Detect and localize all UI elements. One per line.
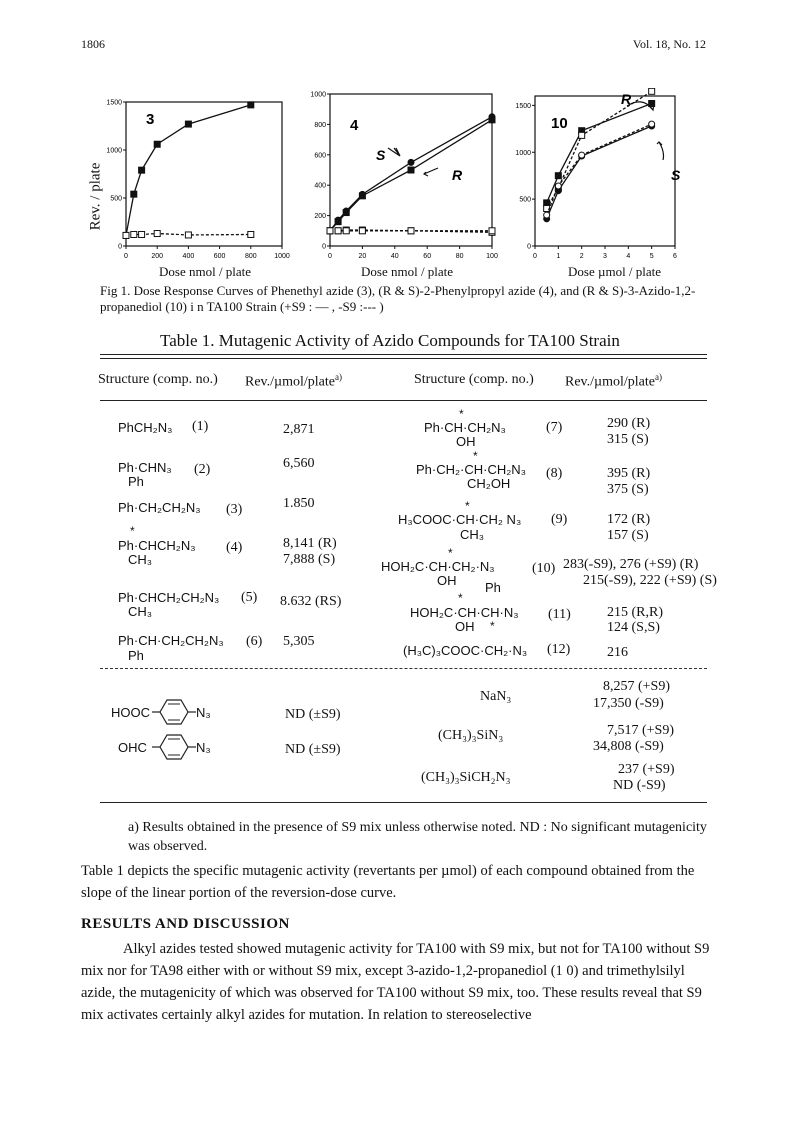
- left-formula-2: Ph·CHN₃: [118, 460, 172, 475]
- x-tick-label: 600: [213, 253, 226, 260]
- chart-panel-10: [503, 88, 703, 268]
- chart-panel-3: [106, 88, 302, 268]
- left-rev-4b: 7,888 (S): [283, 552, 336, 567]
- panel-label: 4: [350, 117, 359, 134]
- data-point: [555, 173, 561, 179]
- right-sub-7: OH: [456, 434, 476, 449]
- inorganic-rev-1: 8,257 (+S9): [603, 679, 671, 694]
- inorganic-rev-2b: 34,808 (-S9): [593, 739, 664, 754]
- y-tick-label: 800: [314, 121, 326, 129]
- right-formula-10: HOH₂C·CH·CH₂·N₃: [381, 559, 495, 574]
- y-tick-label: 1000: [310, 91, 326, 99]
- x-axis-label-panel-10: Dose µmol / plate: [568, 264, 662, 279]
- chart-panel-4: [302, 88, 502, 268]
- aryl-suffix-1: N₃: [196, 705, 211, 720]
- right-rev-11: 215 (R,R): [607, 605, 663, 620]
- x-tick-label: 0: [533, 253, 537, 260]
- table-rule-top-1: [100, 354, 707, 355]
- table-rule-bottom: [100, 802, 707, 803]
- left-no-4: (4): [226, 540, 243, 555]
- table-title: Table 1. Mutagenic Activity of Azido Compounds for TA100 Strain: [160, 331, 620, 350]
- header-left-structure: Structure (comp. no.): [98, 372, 218, 387]
- data-point: [408, 159, 414, 165]
- benzene-ring-icon: [152, 697, 196, 727]
- y-tick-label: 0: [322, 243, 326, 251]
- x-tick-label: 6: [673, 253, 677, 260]
- x-tick-label: 20: [358, 253, 367, 260]
- y-tick-label: 1500: [515, 102, 531, 110]
- left-chiral-star-4: *: [130, 524, 135, 538]
- right-sub-8: CH₂OH: [467, 476, 511, 491]
- series-line: [547, 124, 652, 215]
- right-chiral-star-11a: *: [458, 591, 463, 605]
- right-rev-10b: 215(-S9), 222 (+S9) (S): [583, 573, 717, 588]
- data-point: [131, 191, 137, 197]
- data-point: [154, 231, 160, 237]
- x-axis-label-panel-3: Dose nmol / plate: [159, 264, 252, 279]
- series-annotation: R: [452, 167, 463, 183]
- series-annotation: R: [621, 91, 632, 107]
- series-annotation: S: [671, 167, 681, 183]
- data-point: [489, 228, 495, 234]
- y-tick-label: 500: [519, 196, 531, 204]
- right-rev-10: 283(-S9), 276 (+S9) (R): [563, 557, 699, 572]
- x-tick-label: 60: [423, 253, 432, 260]
- left-no-3: (3): [226, 502, 243, 517]
- right-sub-11: OH: [455, 619, 475, 634]
- y-tick-label: 600: [314, 152, 326, 160]
- body-paragraph-2: Alkyl azides tested showed mutagenic activity for TA100 with S9 mix, but not for TA100 without S9 mix nor for TA98 either with or without S9 mix, except 3-azido-1,2-propanediol (1 0) and trimethylsilyl azide, the mutagenicity of which was observed for TA100 without S9 mix, too. These results reveal that S9 mix activates certainly alkyl azides for mutation. In relation to stereoselective: [81, 941, 710, 1023]
- right-no-7: (7): [546, 420, 563, 435]
- right-no-8: (8): [546, 466, 563, 481]
- y-axis-label-wrap: [84, 150, 108, 250]
- right-chiral-star-10: *: [448, 546, 453, 560]
- data-point: [408, 228, 414, 234]
- inorganic-formula-2: (CH₃)₃SiN₃: [438, 728, 504, 743]
- table-header-rule: [100, 400, 707, 401]
- right-sub-9: CH₃: [460, 527, 485, 542]
- inorganic-rev-3b: ND (-S9): [613, 778, 666, 793]
- x-tick-label: 100: [486, 253, 498, 260]
- left-rev-3: 1.850: [283, 496, 315, 511]
- data-point: [185, 232, 191, 238]
- right-rev-7: 290 (R): [607, 416, 651, 431]
- data-point: [649, 88, 655, 94]
- inorganic-rev-3: 237 (+S9): [618, 762, 675, 777]
- x-tick-label: 40: [390, 253, 399, 260]
- y-tick-label: 0: [118, 243, 122, 251]
- y-tick-label: 0: [527, 243, 531, 251]
- right-no-9: (9): [551, 512, 568, 527]
- data-point: [544, 212, 550, 218]
- right-rev-8b: 375 (S): [607, 482, 649, 497]
- x-tick-label: 0: [124, 253, 128, 260]
- table-footnote: a) Results obtained in the presence of S9 mix unless otherwise noted. ND : No significant mutagenicity was observed.: [128, 820, 707, 854]
- data-point: [123, 232, 129, 238]
- left-sub-5: CH₃: [128, 604, 153, 619]
- x-tick-label: 3: [603, 253, 607, 260]
- right-no-12: (12): [547, 642, 571, 657]
- volume-info: Vol. 18, No. 12: [632, 37, 706, 51]
- x-tick-label: 400: [182, 253, 195, 260]
- y-tick-label: 1000: [106, 147, 122, 155]
- header-left-rev: Rev./µmol/plate$^{a)}$: [245, 372, 342, 390]
- x-tick-label: 1: [556, 253, 561, 260]
- aryl-rev-1: ND (±S9): [285, 707, 341, 722]
- left-sub-6: Ph: [128, 648, 144, 663]
- left-formula-6: Ph·CH·CH₂CH₂N₃: [118, 633, 224, 648]
- y-tick-label: 400: [314, 182, 326, 190]
- panel-label: 3: [146, 111, 155, 128]
- data-point: [579, 152, 585, 158]
- left-formula-3: Ph·CH₂CH₂N₃: [118, 500, 201, 515]
- header-right-rev: Rev./µmol/plate$^{a)}$: [565, 372, 662, 390]
- left-no-2: (2): [194, 462, 211, 477]
- data-point: [139, 231, 145, 237]
- x-tick-label: 2: [579, 253, 584, 260]
- x-tick-label: 0: [328, 253, 332, 260]
- right-chiral-star-8: *: [473, 449, 478, 463]
- right-chiral-star-11b: *: [490, 619, 495, 633]
- data-point: [489, 117, 495, 123]
- right-rev-9: 172 (R): [607, 512, 651, 527]
- right-chiral-star-7: *: [459, 407, 464, 421]
- right-sub-10: OH: [437, 573, 457, 588]
- series-line: [547, 126, 652, 219]
- table-rule-top-2: [100, 358, 707, 359]
- benzene-ring-icon: [152, 732, 196, 762]
- data-point: [248, 102, 254, 108]
- data-point: [408, 167, 414, 173]
- right-rev-11b: 124 (S,S): [607, 620, 660, 635]
- left-formula-4: Ph·CHCH₂N₃: [118, 538, 196, 553]
- data-point: [359, 228, 365, 234]
- x-tick-label: 4: [626, 253, 631, 260]
- right-formula-7: Ph·CH·CH₂N₃: [424, 420, 506, 435]
- right-no-11: (11): [548, 607, 571, 622]
- right-formula-9: H₃COOC·CH·CH₂ N₃: [398, 512, 522, 527]
- left-rev-1: 2,871: [283, 422, 315, 437]
- right-no-10: (10): [532, 561, 556, 576]
- inorganic-rev-1b: 17,350 (-S9): [593, 696, 664, 711]
- left-rev-2: 6,560: [283, 456, 315, 471]
- data-point: [649, 121, 655, 127]
- left-rev-6: 5,305: [283, 634, 315, 649]
- inorganic-formula-3: (CH₃)₃SiCH₂N₃: [421, 770, 511, 785]
- inorganic-rev-2: 7,517 (+S9): [607, 723, 675, 738]
- data-point: [335, 219, 341, 225]
- y-axis-label: Rev. / plate: [87, 162, 104, 231]
- aryl-rev-2: ND (±S9): [285, 742, 341, 757]
- data-point: [359, 193, 365, 199]
- annotation-arrow-icon: [388, 148, 400, 156]
- y-tick-label: 500: [110, 195, 122, 203]
- data-point: [327, 228, 333, 234]
- x-tick-label: 1000: [274, 253, 290, 260]
- table-dashed-separator: [100, 668, 707, 669]
- right-rev-8: 395 (R): [607, 466, 651, 481]
- aryl-prefix-1: HOOC: [111, 705, 150, 720]
- aryl-suffix-2: N₃: [196, 740, 211, 755]
- data-point: [139, 167, 145, 173]
- left-sub-4: CH₃: [128, 552, 153, 567]
- page-number: 1806: [81, 37, 105, 51]
- right-rev-7b: 315 (S): [607, 432, 649, 447]
- x-tick-label: 5: [649, 253, 654, 260]
- y-tick-label: 1000: [515, 149, 531, 157]
- right-chiral-star-9: *: [465, 499, 470, 513]
- data-point: [335, 228, 341, 234]
- left-no-1: (1): [192, 419, 209, 434]
- data-point: [544, 200, 550, 206]
- x-tick-label: 200: [151, 253, 164, 260]
- data-point: [343, 210, 349, 216]
- right-rev-9b: 157 (S): [607, 528, 649, 543]
- section-title: RESULTS AND DISCUSSION: [81, 916, 290, 932]
- data-point: [555, 183, 561, 189]
- left-formula-1: PhCH₂N₃: [118, 420, 173, 435]
- y-tick-label: 1500: [106, 99, 122, 107]
- left-no-6: (6): [246, 634, 263, 649]
- series-line: [330, 120, 492, 231]
- right-formula-8: Ph·CH₂·CH·CH₂N₃: [416, 462, 526, 477]
- series-annotation: S: [376, 147, 386, 163]
- aryl-prefix-2: OHC: [118, 740, 147, 755]
- right-formula-12: (H₃C)₃COOC·CH₂·N₃: [403, 643, 528, 658]
- inorganic-formula-1: NaN₃: [480, 689, 512, 704]
- right-rev-12: 216: [607, 645, 628, 660]
- left-no-5: (5): [241, 590, 258, 605]
- y-tick-label: 200: [314, 213, 326, 221]
- annotation-arrow-icon: [657, 142, 664, 160]
- body-paragraph-1: Table 1 depicts the specific mutagenic activity (revertants per µmol) of each compound obtained from the slope of the linear portion of the reversion-dose curve.: [81, 863, 695, 901]
- panel-label: 10: [551, 115, 568, 132]
- data-point: [343, 228, 349, 234]
- figure-caption: Fig 1. Dose Response Curves of Phenethyl azide (3), (R & S)-2-Phenylpropyl azide (4), and (R & S)-3-Azido-1,2-propanediol (10) i n TA100 Strain (+S9 : — , -S9 :--- ): [100, 283, 696, 314]
- right-sup-11: Ph: [485, 580, 501, 595]
- data-point: [248, 231, 254, 237]
- x-axis-label-panel-4: Dose nmol / plate: [361, 264, 454, 279]
- data-point: [131, 231, 137, 237]
- data-point: [154, 141, 160, 147]
- x-tick-label: 80: [455, 253, 464, 260]
- data-point: [579, 132, 585, 138]
- left-formula-5: Ph·CHCH₂CH₂N₃: [118, 590, 220, 605]
- data-point: [185, 121, 191, 127]
- right-formula-11: HOH₂C·CH·CH·N₃: [410, 605, 519, 620]
- left-rev-5: 8.632 (RS): [280, 594, 342, 609]
- x-tick-label: 800: [244, 253, 257, 260]
- left-sub-2: Ph: [128, 474, 144, 489]
- left-rev-4: 8,141 (R): [283, 536, 337, 551]
- annotation-arrow-icon: [424, 168, 438, 176]
- series-line: [547, 91, 652, 208]
- header-right-structure: Structure (comp. no.): [414, 372, 534, 387]
